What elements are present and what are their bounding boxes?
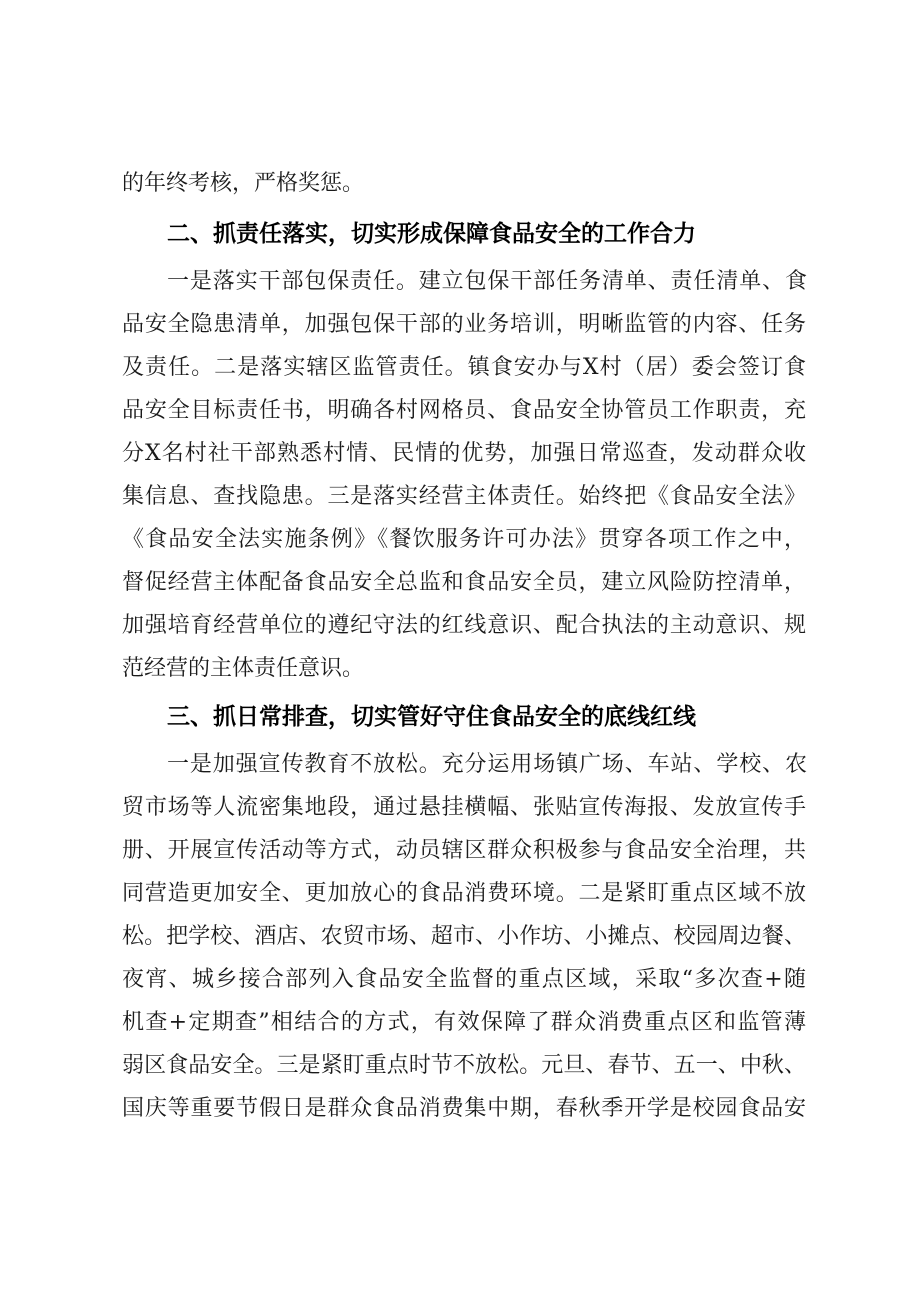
paragraph-line: 一是加强宣传教育不放松。充分运用场镇广场、车站、学校、农	[167, 752, 807, 777]
paragraph-line: 督促经营主体配备食品安全总监和食品安全员，建立风险防控清单，	[122, 570, 806, 595]
paragraph-line: 同营造更加安全、更加放心的食品消费环境。二是紧盯重点区域不放	[122, 881, 806, 906]
paragraph-line: 松。把学校、酒店、农贸市场、超市、小作坊、小摊点、校园周边餐、	[122, 924, 806, 949]
paragraph-line: 册、开展宣传活动等方式，动员辖区群众积极参与食品安全治理，共	[122, 838, 806, 863]
paragraph-line: 贸市场等人流密集地段，通过悬挂横幅、张贴宣传海报、发放宣传手	[122, 795, 806, 820]
paragraph-line: 及责任。二是落实辖区监管责任。镇食安办与X村（居）委会签订食	[122, 355, 806, 380]
paragraph-line: 集信息、查找隐患。三是落实经营主体责任。始终把《食品安全法》	[122, 484, 806, 509]
paragraph-line: 机查+定期查”相结合的方式，有效保障了群众消费重点区和监管薄	[122, 1010, 806, 1035]
paragraph-line: 品安全隐患清单，加强包保干部的业务培训，明晰监管的内容、任务	[122, 312, 806, 337]
paragraph-line: 品安全目标责任书，明确各村网格员、食品安全协管员工作职责，充	[122, 398, 806, 423]
paragraph-line: 加强培育经营单位的遵纪守法的红线意识、配合执法的主动意识、规	[122, 613, 806, 638]
section-heading-2: 二、抓责任落实，切实形成保障食品安全的工作合力	[167, 221, 696, 247]
paragraph-line: 一是落实干部包保责任。建立包保干部任务清单、责任清单、食	[167, 269, 807, 294]
paragraph-line: 夜宵、城乡接合部列入食品安全监督的重点区域，采取“多次查+随	[122, 967, 806, 992]
paragraph-line: 的年终考核，严格奖惩。	[122, 171, 365, 196]
section-heading-3: 三、抓日常排查，切实管好守住食品安全的底线红线	[167, 704, 696, 730]
paragraph-line: 范经营的主体责任意识。	[122, 656, 365, 681]
paragraph-line: 分X名村社干部熟悉村情、民情的优势，加强日常巡查，发动群众收	[122, 441, 806, 466]
paragraph-line: 国庆等重要节假日是群众食品消费集中期，春秋季开学是校园食品安	[122, 1096, 806, 1121]
paragraph-line: 《食品安全法实施条例》《餐饮服务许可办法》贯穿各项工作之中，	[122, 527, 806, 552]
paragraph-line: 弱区食品安全。三是紧盯重点时节不放松。元旦、春节、五一、中秋、	[122, 1053, 806, 1078]
